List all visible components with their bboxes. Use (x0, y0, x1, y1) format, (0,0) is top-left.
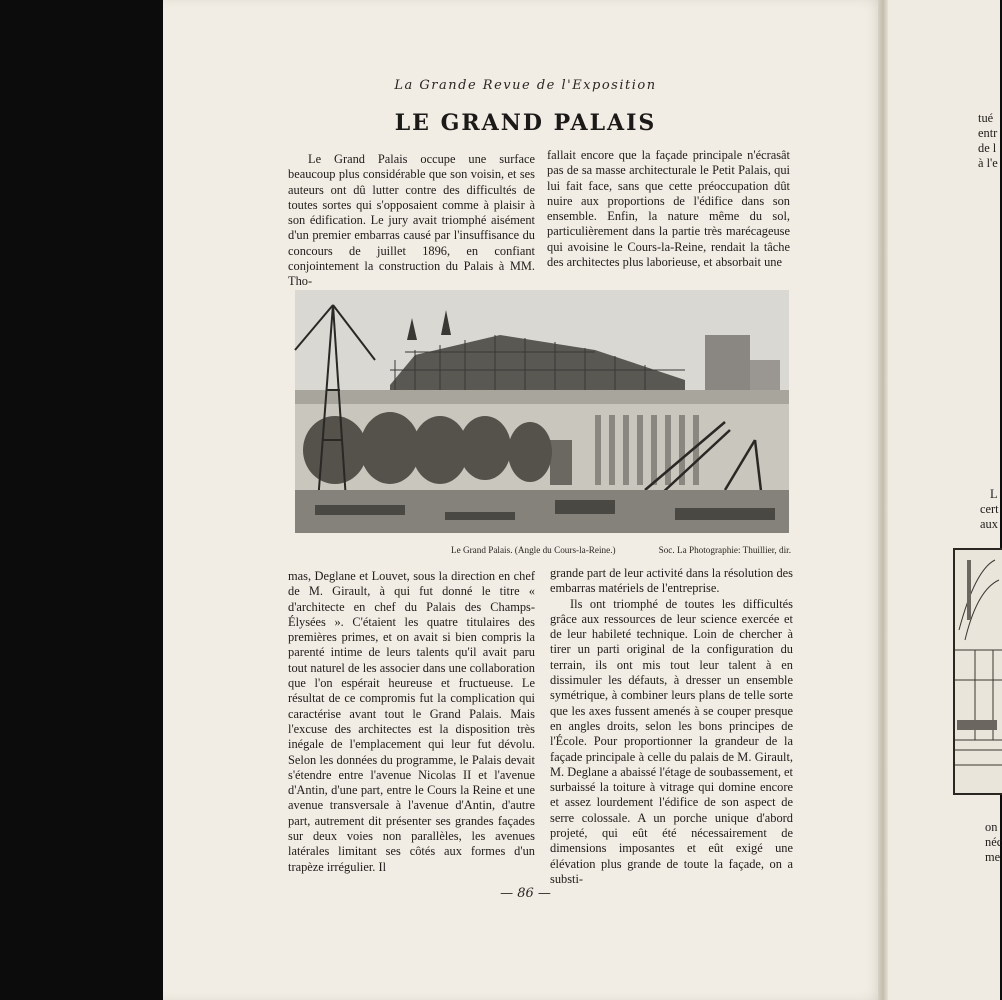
caption-title: Le Grand Palais. (Angle du Cours-la-Reine.) (451, 545, 616, 555)
running-head: La Grande Revue de l'Exposition (394, 78, 657, 93)
grand-palais-photo (295, 290, 789, 533)
next-page-text: néc (985, 835, 1002, 849)
next-page-text: entr (978, 126, 998, 140)
next-page-text: L (990, 487, 998, 501)
paragraph: fallait encore que la façade principale n'écrasât pas de sa masse architecturale le Petit Palais, qui lui fait face, sans que cette préoccupation dût nuire aux proportions de l'édifice dans son ensemble. Enfin, la nature même du sol, particulièrement dans la partie très marécageuse qui avoisine le Cours-la-Reine, rendait la tâche des architectes plus laborieuse, et absorbait une (547, 148, 790, 270)
paragraph: Ils ont triomphé de toutes les difficultés grâce aux ressources de leur science exercée et de leur habileté technique. Loin de chercher à tirer un parti original de la configuration du terrain, ils ont mis tout leur talent à en dissimuler les défauts, à dresser un ensemble symétrique, à combiner leurs plans de telle sorte que les axes fussent amenés à se couper presque en angles droits, selon les bons principes de l'École. Pour proportionner la grandeur de la façade principale à celle du palais de M. Girault, M. Deglane a abaissé l'étage de soubassement, et surbaissé la toiture à vitrage qui domine encore et assez lourdement l'édifice de son aspect de serre colossale. A un porche unique d'abord projeté, qui eût été nécessairement de dimensions imposantes et eût exigé une élévation plus grande de toute la façade, on a substi- (550, 596, 793, 886)
next-page-text: on (985, 820, 998, 834)
next-page-text: tué (978, 111, 994, 125)
column-right-top (547, 148, 790, 270)
magazine-page (163, 0, 888, 1000)
next-page-text: à l'e (978, 156, 998, 170)
caption-credit: Soc. La Photographie: Thuillier, dir. (658, 545, 791, 555)
column-left-top (288, 152, 535, 290)
next-page-illustration (953, 548, 1002, 795)
next-page-text: de l (978, 141, 997, 155)
page-number: — 86 — (500, 886, 551, 901)
column-right-bottom (550, 566, 793, 887)
paragraph: grande part de leur activité dans la résolution des embarras matériels de l'entreprise. (550, 566, 793, 596)
article-title: LE GRAND PALAIS (394, 110, 657, 136)
paragraph: mas, Deglane et Louvet, sous la direction en chef de M. Girault, à qui fut donné le titre « d'architecte en chef du Palais des Champs-Élysées ». C'étaient les quatre titulaires des premières primes, et on avait si bien compris la parenté intime de leurs talents qu'il avait paru tout naturel de les associer dans une collaboration que l'on espérait heureuse et fructueuse. Le résultat de ce compromis fut la complication qui caractérise avant tout le Grand Palais. Mais l'excuse des architectes est la disposition très inégale de l'emplacement qui leur fut dévolu. Selon les données du programme, le Palais devait s'étendre entre l'avenue Nicolas II et l'avenue d'Antin, d'une part, entre le Cours la Reine et une avenue transversale à l'avenue d'Antin, d'autre part, autrement dit présenter ses grandes façades sur deux voies non parallèles, les avenues latérales limitant ses côtés aux formes d'un trapèze irrégulier. Il (288, 569, 535, 874)
next-page-text: aux (980, 517, 998, 531)
column-left-bottom (288, 569, 535, 875)
next-page-edge (888, 0, 1000, 1000)
book-gutter (878, 0, 888, 1000)
paragraph: Le Grand Palais occupe une surface beaucoup plus considérable que son voisin, et ses auteurs ont dû lutter contre des difficultés de toutes sortes qui s'opposaient comme à plaisir à son édification. Le jury avait triomphé aisément d'un premier embarras causé par l'insuffisance du concours de juillet 1896, en confiant conjointement la construction du Palais à MM. Tho- (288, 152, 535, 289)
next-page-text: me (985, 850, 1001, 864)
next-page-text: cert (980, 502, 999, 516)
